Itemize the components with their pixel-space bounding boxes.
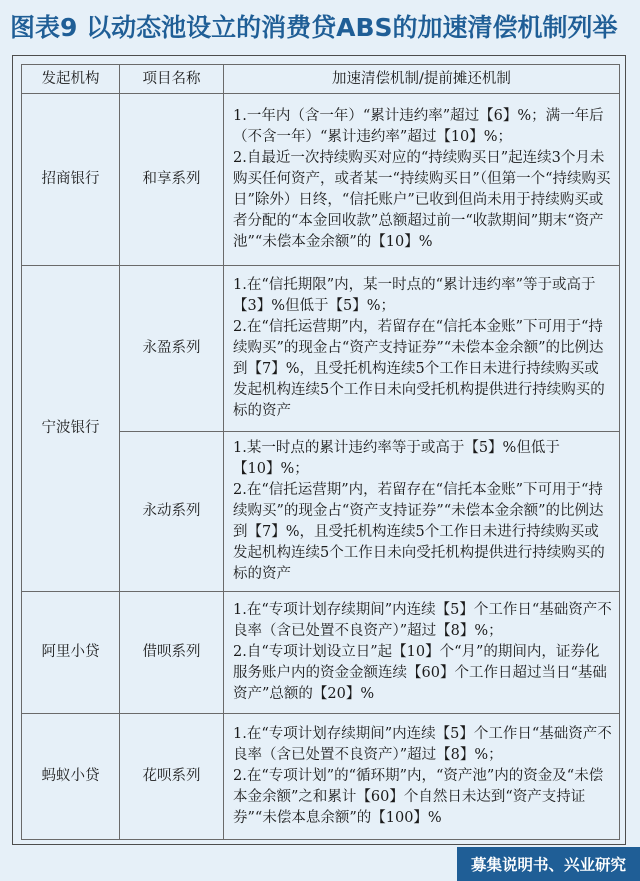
- table-row: [22, 714, 620, 840]
- mechanism-line: 1.一年内（含一年）“累计违约率”超过【6】%；满一年后（不含一年）“累计违约率”超过【10】%；: [233, 107, 604, 145]
- acceleration-table: [21, 64, 620, 840]
- mechanism-line: 1.在“专项计划存续期间”内连续【5】个工作日“基础资产不良率（含已处置不良资产）”超过【8】%；: [233, 601, 612, 639]
- mechanism-line: 1.某一时点的累计违约率等于或高于【5】%但低于【10】%；: [233, 439, 560, 477]
- mechanism-line: 2.在“信托运营期”内，若留存在“信托本金账”下可用于“持续购买”的现金占“资产支持证券”“未偿本金余额”的比例达到【7】%，且受托机构连续5个工作日未进行持续购买或发起机构连续5个工作日未向受托机构提供进行持续购买的标的资产: [233, 481, 605, 582]
- header-mechanism: 加速清偿机制/提前摊还机制: [224, 65, 620, 94]
- source-label: 募集说明书、兴业研究: [457, 847, 640, 881]
- mechanism-cell: [224, 714, 620, 840]
- project-cell: 借呗系列: [120, 592, 224, 714]
- header-institution: 发起机构: [22, 65, 120, 94]
- header-project: 项目名称: [120, 65, 224, 94]
- mechanism-cell: [224, 592, 620, 714]
- project-cell: 永动系列: [120, 432, 224, 592]
- page-title: 图表9 以动态池设立的消费贷ABS的加速清偿机制列举: [10, 13, 618, 42]
- mechanism-line: 1.在“信托期限”内，某一时点的“累计违约率”等于或高于【3】%但低于【5】%；: [233, 276, 596, 314]
- project-cell: 永盈系列: [120, 266, 224, 432]
- institution-cell: 宁波银行: [22, 266, 120, 592]
- institution-cell: 阿里小贷: [22, 592, 120, 714]
- project-cell: 花呗系列: [120, 714, 224, 840]
- table-frame: [12, 55, 626, 845]
- institution-cell: 招商银行: [22, 94, 120, 266]
- mechanism-line: 2.自最近一次持续购买对应的“持续购买日”起连续3个月未购买任何资产，或者某一“持续购买日”（但第一个“持续购买日”除外）日终，“信托账户”已收到但尚未用于持续购买或者分配的“本金回收款”总额超过前一“收款期间”期末“资产池”“未偿本金余额”的【10】%: [233, 149, 611, 250]
- mechanism-line: 2.在“信托运营期”内，若留存在“信托本金账”下可用于“持续购买”的现金占“资产支持证券”“未偿本金余额”的比例达到【7】%，且受托机构连续5个工作日未进行持续购买或发起机构连续5个工作日未向受托机构提供进行持续购买的标的资产: [233, 318, 605, 419]
- mechanism-line: 2.在“专项计划”的“循环期”内，“资产池”内的资金及“未偿本金余额”之和累计【60】个自然日未达到“资产支持证券”“未偿本息余额”的【100】%: [233, 767, 604, 826]
- mechanism-cell: [224, 266, 620, 432]
- table-row: [22, 94, 620, 266]
- mechanism-line: 2.自“专项计划设立日”起【10】个“月”的期间内，证券化服务账户内的资金金额连续【60】个工作日超过当日“基础资产”总额的【20】%: [233, 643, 607, 702]
- project-cell: 和享系列: [120, 94, 224, 266]
- table-header-row: [22, 65, 620, 94]
- institution-cell: 蚂蚁小贷: [22, 714, 120, 840]
- table-row: [22, 592, 620, 714]
- table-row: [22, 266, 620, 432]
- mechanism-cell: [224, 432, 620, 592]
- mechanism-line: 1.在“专项计划存续期间”内连续【5】个工作日“基础资产不良率（含已处置不良资产）”超过【8】%；: [233, 725, 612, 763]
- mechanism-cell: [224, 94, 620, 266]
